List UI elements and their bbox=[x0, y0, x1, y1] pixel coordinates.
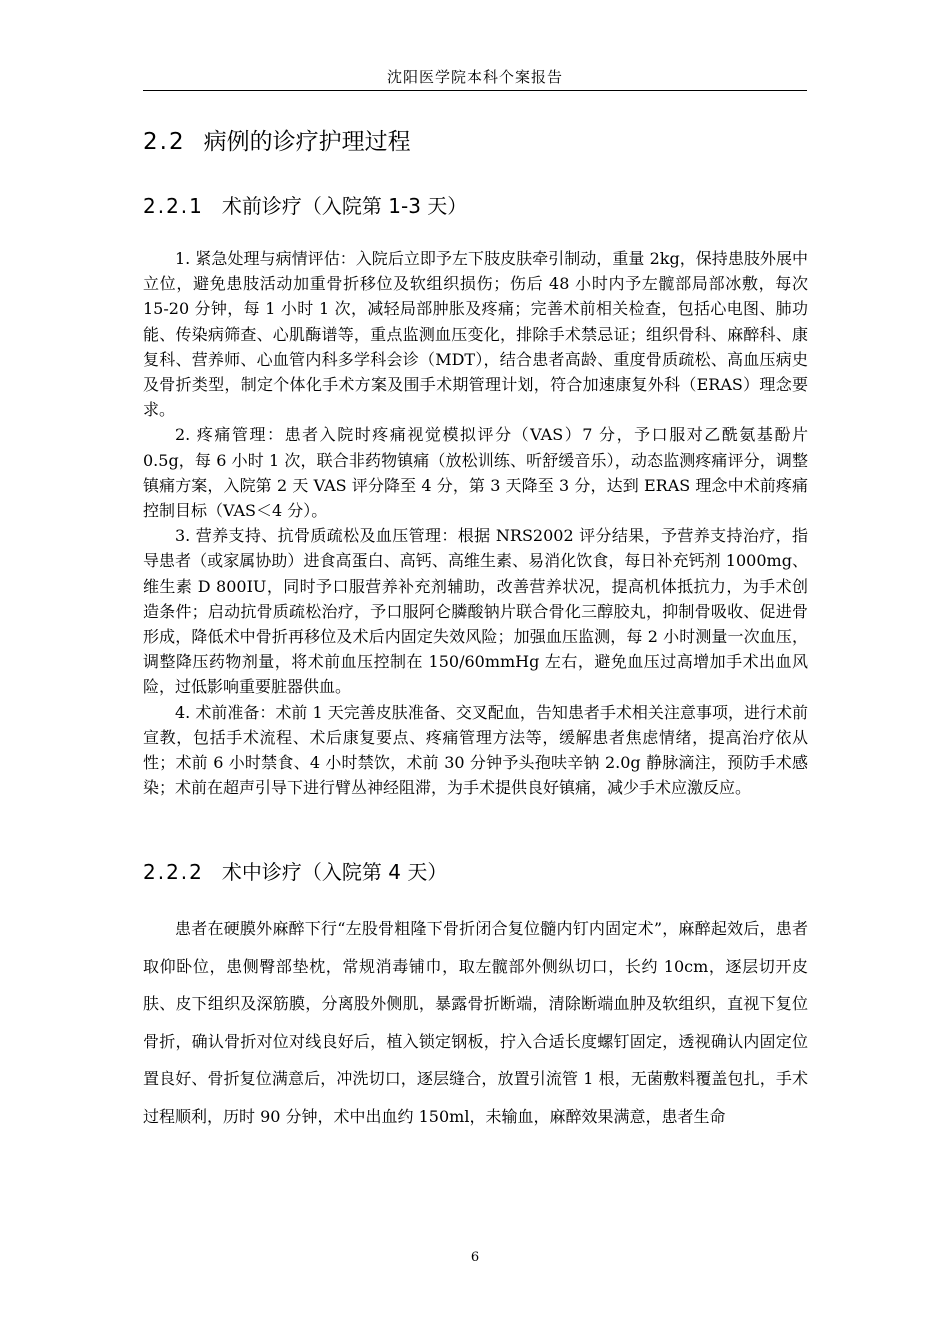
subsection-heading-preop bbox=[143, 192, 467, 220]
paragraph: 1. 紧急处理与病情评估：入院后立即予左下肢皮肤牵引制动，重量 2kg，保持患肢外展中立位，避免患肢活动加重骨折移位及软组织损伤；伤后 48 小时内予左髋部局部冰敷，每次 15-20 分钟，每 1 小时 1 次，减轻局部肿胀及疼痛；完善术前相关检查，包括心电图、肺功能、传染病筛查、心肌酶谱等，重点监测血压变化，排除手术禁忌证；组织骨科、麻醉科、康复科、营养师、心血管内科多学科会诊（MDT），结合患者高龄、重度骨质疏松、高血压病史及骨折类型，制定个体化手术方案及围手术期管理计划，符合加速康复外科（ERAS）理念要求。 bbox=[143, 249, 808, 420]
page-number: 6 bbox=[470, 1250, 480, 1265]
preop-body bbox=[143, 246, 808, 800]
header-title: 沈阳医学院本科个案报告 bbox=[386, 68, 563, 86]
page-header bbox=[143, 64, 807, 91]
paragraph: 患者在硬膜外麻醉下行“左股骨粗隆下骨折闭合复位髓内钉内固定术”，麻醉起效后，患者取仰卧位，患侧臀部垫枕，常规消毒铺巾，取左髋部外侧纵切口，长约 10cm，逐层切开皮肤、皮下组织及深筋膜，分离股外侧肌，暴露骨折断端，清除断端血肿及软组织，直视下复位骨折，确认骨折对位对线良好后，植入锁定钢板，拧入合适长度螺钉固定，透视确认内固定位置良好、骨折复位满意后，冲洗切口，逐层缝合，放置引流管 1 根，无菌敷料覆盖包扎，手术过程顺利，历时 90 分钟，术中出血约 150ml，未输血，麻醉效果满意，患者生命 bbox=[143, 919, 808, 1126]
subsection-title: 术中诊疗（入院第 4 天） bbox=[221, 860, 448, 884]
subsection-number: 2.2.1 bbox=[143, 194, 204, 218]
subsection-number: 2.2.2 bbox=[143, 860, 204, 884]
paragraph: 4. 术前准备：术前 1 天完善皮肤准备、交叉配血，告知患者手术相关注意事项，进行术前宣教，包括手术流程、术后康复要点、疼痛管理方法等，缓解患者焦虑情绪，提高治疗依从性；术前 6 小时禁食、4 小时禁饮，术前 30 分钟予头孢呋辛钠 2.0g 静脉滴注，预防手术感染；术前在超声引导下进行臂丛神经阻滞，为手术提供良好镇痛，减少手术应激反应。 bbox=[143, 702, 808, 798]
intraop-body bbox=[143, 910, 808, 1136]
paragraph: 2. 疼痛管理：患者入院时疼痛视觉模拟评分（VAS）7 分，予口服对乙酰氨基酚片 0.5g，每 6 小时 1 次，联合非药物镇痛（放松训练、听舒缓音乐），动态监测疼痛评分，调整镇痛方案，入院第 2 天 VAS 评分降至 4 分，第 3 天降至 3 分，达到 ERAS 理念中术前疼痛控制目标（VAS＜4 分）。 bbox=[143, 425, 808, 521]
paragraph: 3. 营养支持、抗骨质疏松及血压管理：根据 NRS2002 评分结果，予营养支持治疗，指导患者（或家属协助）进食高蛋白、高钙、高维生素、易消化饮食，每日补充钙剂 1000mg、维生素 D 800IU，同时予口服营养补充剂辅助，改善营养状况，提高机体抵抗力，为手术创造条件；启动抗骨质疏松治疗，予口服阿仑膦酸钠片联合骨化三醇胶丸，抑制骨吸收、促进骨形成，降低术中骨折再移位及术后内固定失效风险；加强血压监测，每 2 小时测量一次血压，调整降压药物剂量，将术前血压控制在 150/60mmHg 左右，避免血压过高增加手术出血风险，过低影响重要脏器供血。 bbox=[143, 526, 808, 697]
section-title: 病例的诊疗护理过程 bbox=[203, 129, 411, 155]
section-number: 2.2 bbox=[143, 129, 186, 155]
subsection-heading-intraop bbox=[143, 858, 447, 886]
subsection-title: 术前诊疗（入院第 1-3 天） bbox=[221, 194, 468, 218]
section-heading bbox=[143, 126, 411, 158]
